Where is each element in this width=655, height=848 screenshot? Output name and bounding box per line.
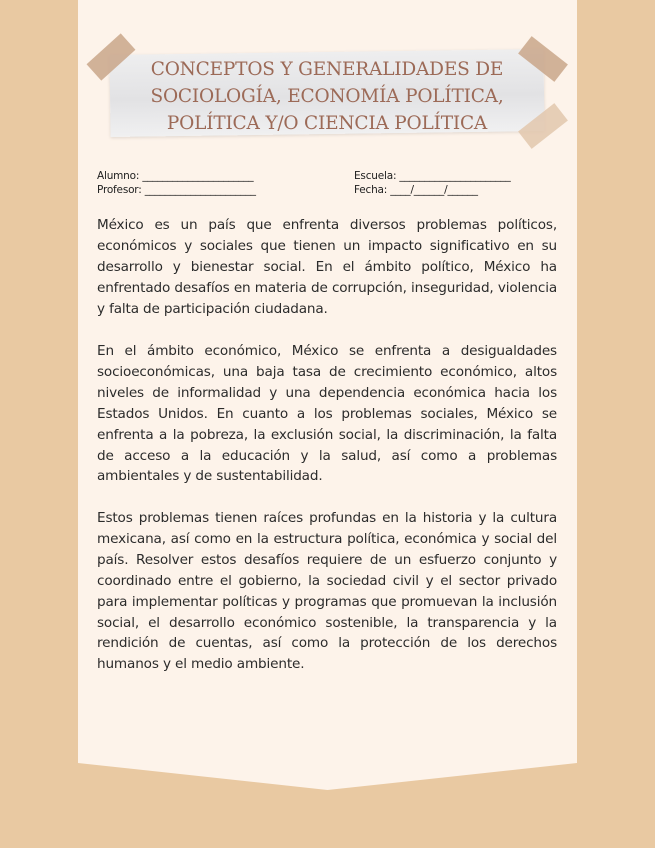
paragraph-1: México es un país que enfrenta diversos problemas políticos, económicos y sociales que tienen un impacto significativo en su desarrollo y bienestar social. En el ámbito político, México ha enfrentado desafíos en materia de corrupción, inseguridad, violencia y falta de participación ciudadana. [97,217,557,317]
escuela-field[interactable]: Escuela: ______________________ [354,170,511,182]
page-title: CONCEPTOS Y GENERALIDADES DE SOCIOLOGÍA, ECONOMÍA POLÍTICA, POLÍTICA Y/O CIENCIA POLÍTICA [150,59,504,134]
fecha-field[interactable]: Fecha: ____/______/______ [354,184,478,196]
alumno-field[interactable]: Alumno: ______________________ [97,170,254,182]
paragraph-2: En el ámbito económico, México se enfrenta a desigualdades socioeconómicas, una baja tasa de crecimiento económico, altos niveles de informalidad y una dependencia económica hacia los Estados Unidos. En cuanto a los problemas sociales, México se enfrenta a la pobreza, la exclusión social, la discriminación, la falta de acceso a la educación y la salud, así como a problemas ambientales y de sustentabilidad. [97,343,557,485]
profesor-field[interactable]: Profesor: ______________________ [97,184,256,196]
paragraph-3: Estos problemas tienen raíces profundas en la historia y la cultura mexicana, así como en la estructura política, económica y social del país. Resolver estos desafíos requiere de un esfuerzo conjunto y coordinado entre el gobierno, la sociedad civil y el sector privado para implementar políticas y programas que promuevan la inclusión social, el desarrollo económico sostenible, la transparencia y la rendición de cuentas, así como la protección de los derechos humanos y el medio ambiente. [97,510,557,673]
